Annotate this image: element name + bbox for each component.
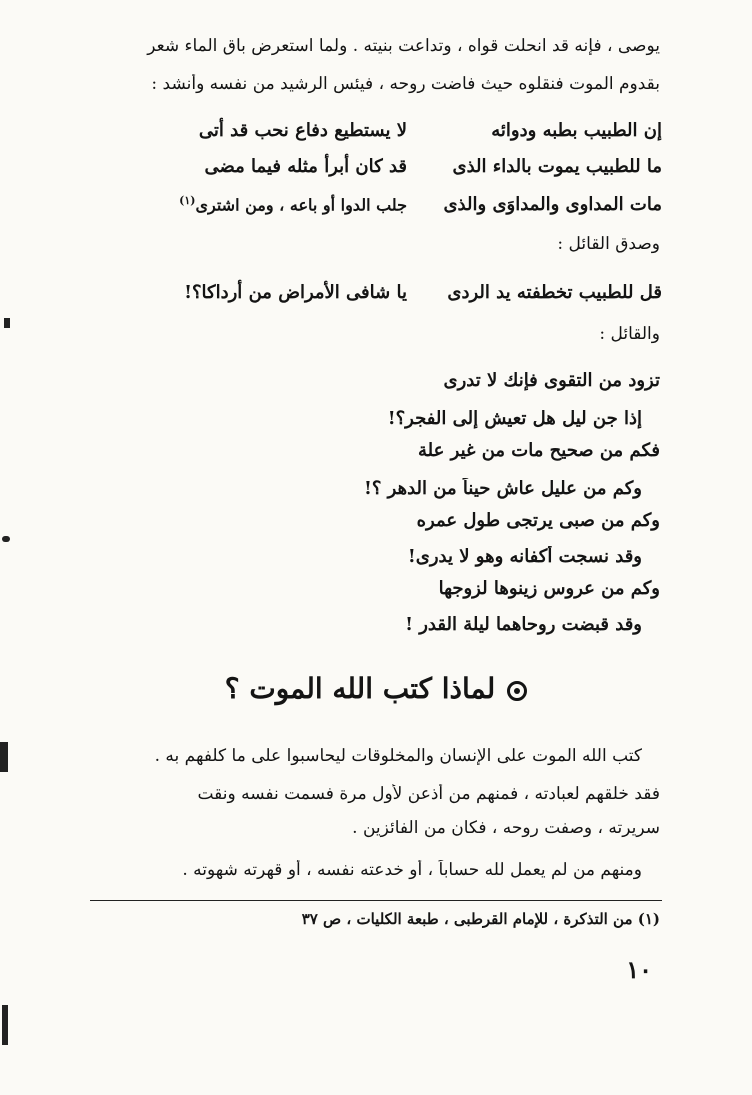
poem3-line-6: وقد نسجت أكفانه وهو لا يدرى!: [407, 546, 642, 567]
page-number: ١٠: [626, 955, 652, 984]
poem2-verse: [90, 282, 662, 312]
poem1-verse-1: [90, 120, 662, 150]
poem1-verse-3-text: جلب الدوا أو باعه ، ومن اشترى: [195, 195, 407, 215]
poem3-line-1: تزود من التقوى فإنك لا تدرى: [443, 370, 660, 391]
scan-mark: [4, 318, 10, 328]
poem3-line-5: وكم من صبى يرتجى طول عمره: [416, 510, 660, 531]
scan-mark: [2, 536, 10, 542]
intro-line-1: يوصى ، فإنه قد انحلت قواه ، وتداعت بنيته . ولما استعرض باق الماء شعر: [147, 36, 660, 56]
said-line-1: وصدق القائل :: [557, 234, 660, 254]
footnote-reference: (١): [179, 194, 196, 207]
section-heading: [0, 672, 752, 705]
poem1-verse-2-first-hemistich: ما للطبيب يموت بالداء الذى: [452, 156, 662, 177]
heading-bullet-icon: [507, 681, 527, 701]
poem1-verse-1-first-hemistich: إن الطبيب بطبه ودوائه: [491, 120, 662, 141]
poem3-line-4: وكم من عليل عاش حيناً من الدهر ؟!: [363, 478, 642, 499]
poem2-first-hemistich: قل للطبيب تخطفته يد الردى: [447, 282, 662, 303]
poem3-line-3: فكم من صحيح مات من غير علة: [418, 440, 660, 461]
footnote: (١) من التذكرة ، للإمام القرطبى ، طبعة الكليات ، ص ٣٧: [301, 910, 660, 928]
poem2-second-hemistich: يا شافى الأمراض من أرداكا؟!: [184, 282, 407, 303]
footnote-separator: [90, 900, 662, 901]
poem1-verse-3-second-hemistich: [162, 194, 407, 214]
poem1-verse-3-first-hemistich: مات المداوى والمداوَى والذى: [443, 194, 662, 215]
poem3-line-7: وكم من عروس زينوها لزوجها: [438, 578, 660, 599]
poem1-verse-2-second-hemistich: قد كان أبرأ مثله فيما مضى: [204, 156, 407, 177]
scan-mark: [0, 742, 8, 772]
body-line-3: سريرته ، وصفت روحه ، فكان من الفائزين .: [352, 818, 660, 838]
section-heading-text: لماذا كتب الله الموت ؟: [224, 672, 496, 705]
poem1-verse-3: [90, 194, 662, 224]
scan-mark: [2, 1005, 8, 1045]
body-line-2: فقد خلقهم لعبادته ، فمنهم من أذعن لأول مرة فسمت نفسه ونقت: [197, 784, 660, 804]
said-line-2: والقائل :: [599, 324, 660, 344]
body-line-4: ومنهم من لم يعمل لله حساباً ، أو خدعته نفسه ، أو قهرته شهوته .: [182, 860, 642, 880]
poem3-line-8: وقد قبضت روحاهما ليلة القدر !: [405, 614, 642, 635]
body-line-1: كتب الله الموت على الإنسان والمخلوقات ليحاسبوا على ما كلفهم به .: [154, 746, 642, 766]
poem3-line-2: إذا جن ليل هل تعيش إلى الفجر؟!: [387, 408, 642, 429]
poem1-verse-2: [90, 156, 662, 186]
intro-line-2: بقدوم الموت فنقلوه حيث فاضت روحه ، فيئس الرشيد من نفسه وأنشد :: [151, 74, 660, 94]
poem1-verse-1-second-hemistich: لا يستطيع دفاع نحب قد أتى: [198, 120, 407, 141]
